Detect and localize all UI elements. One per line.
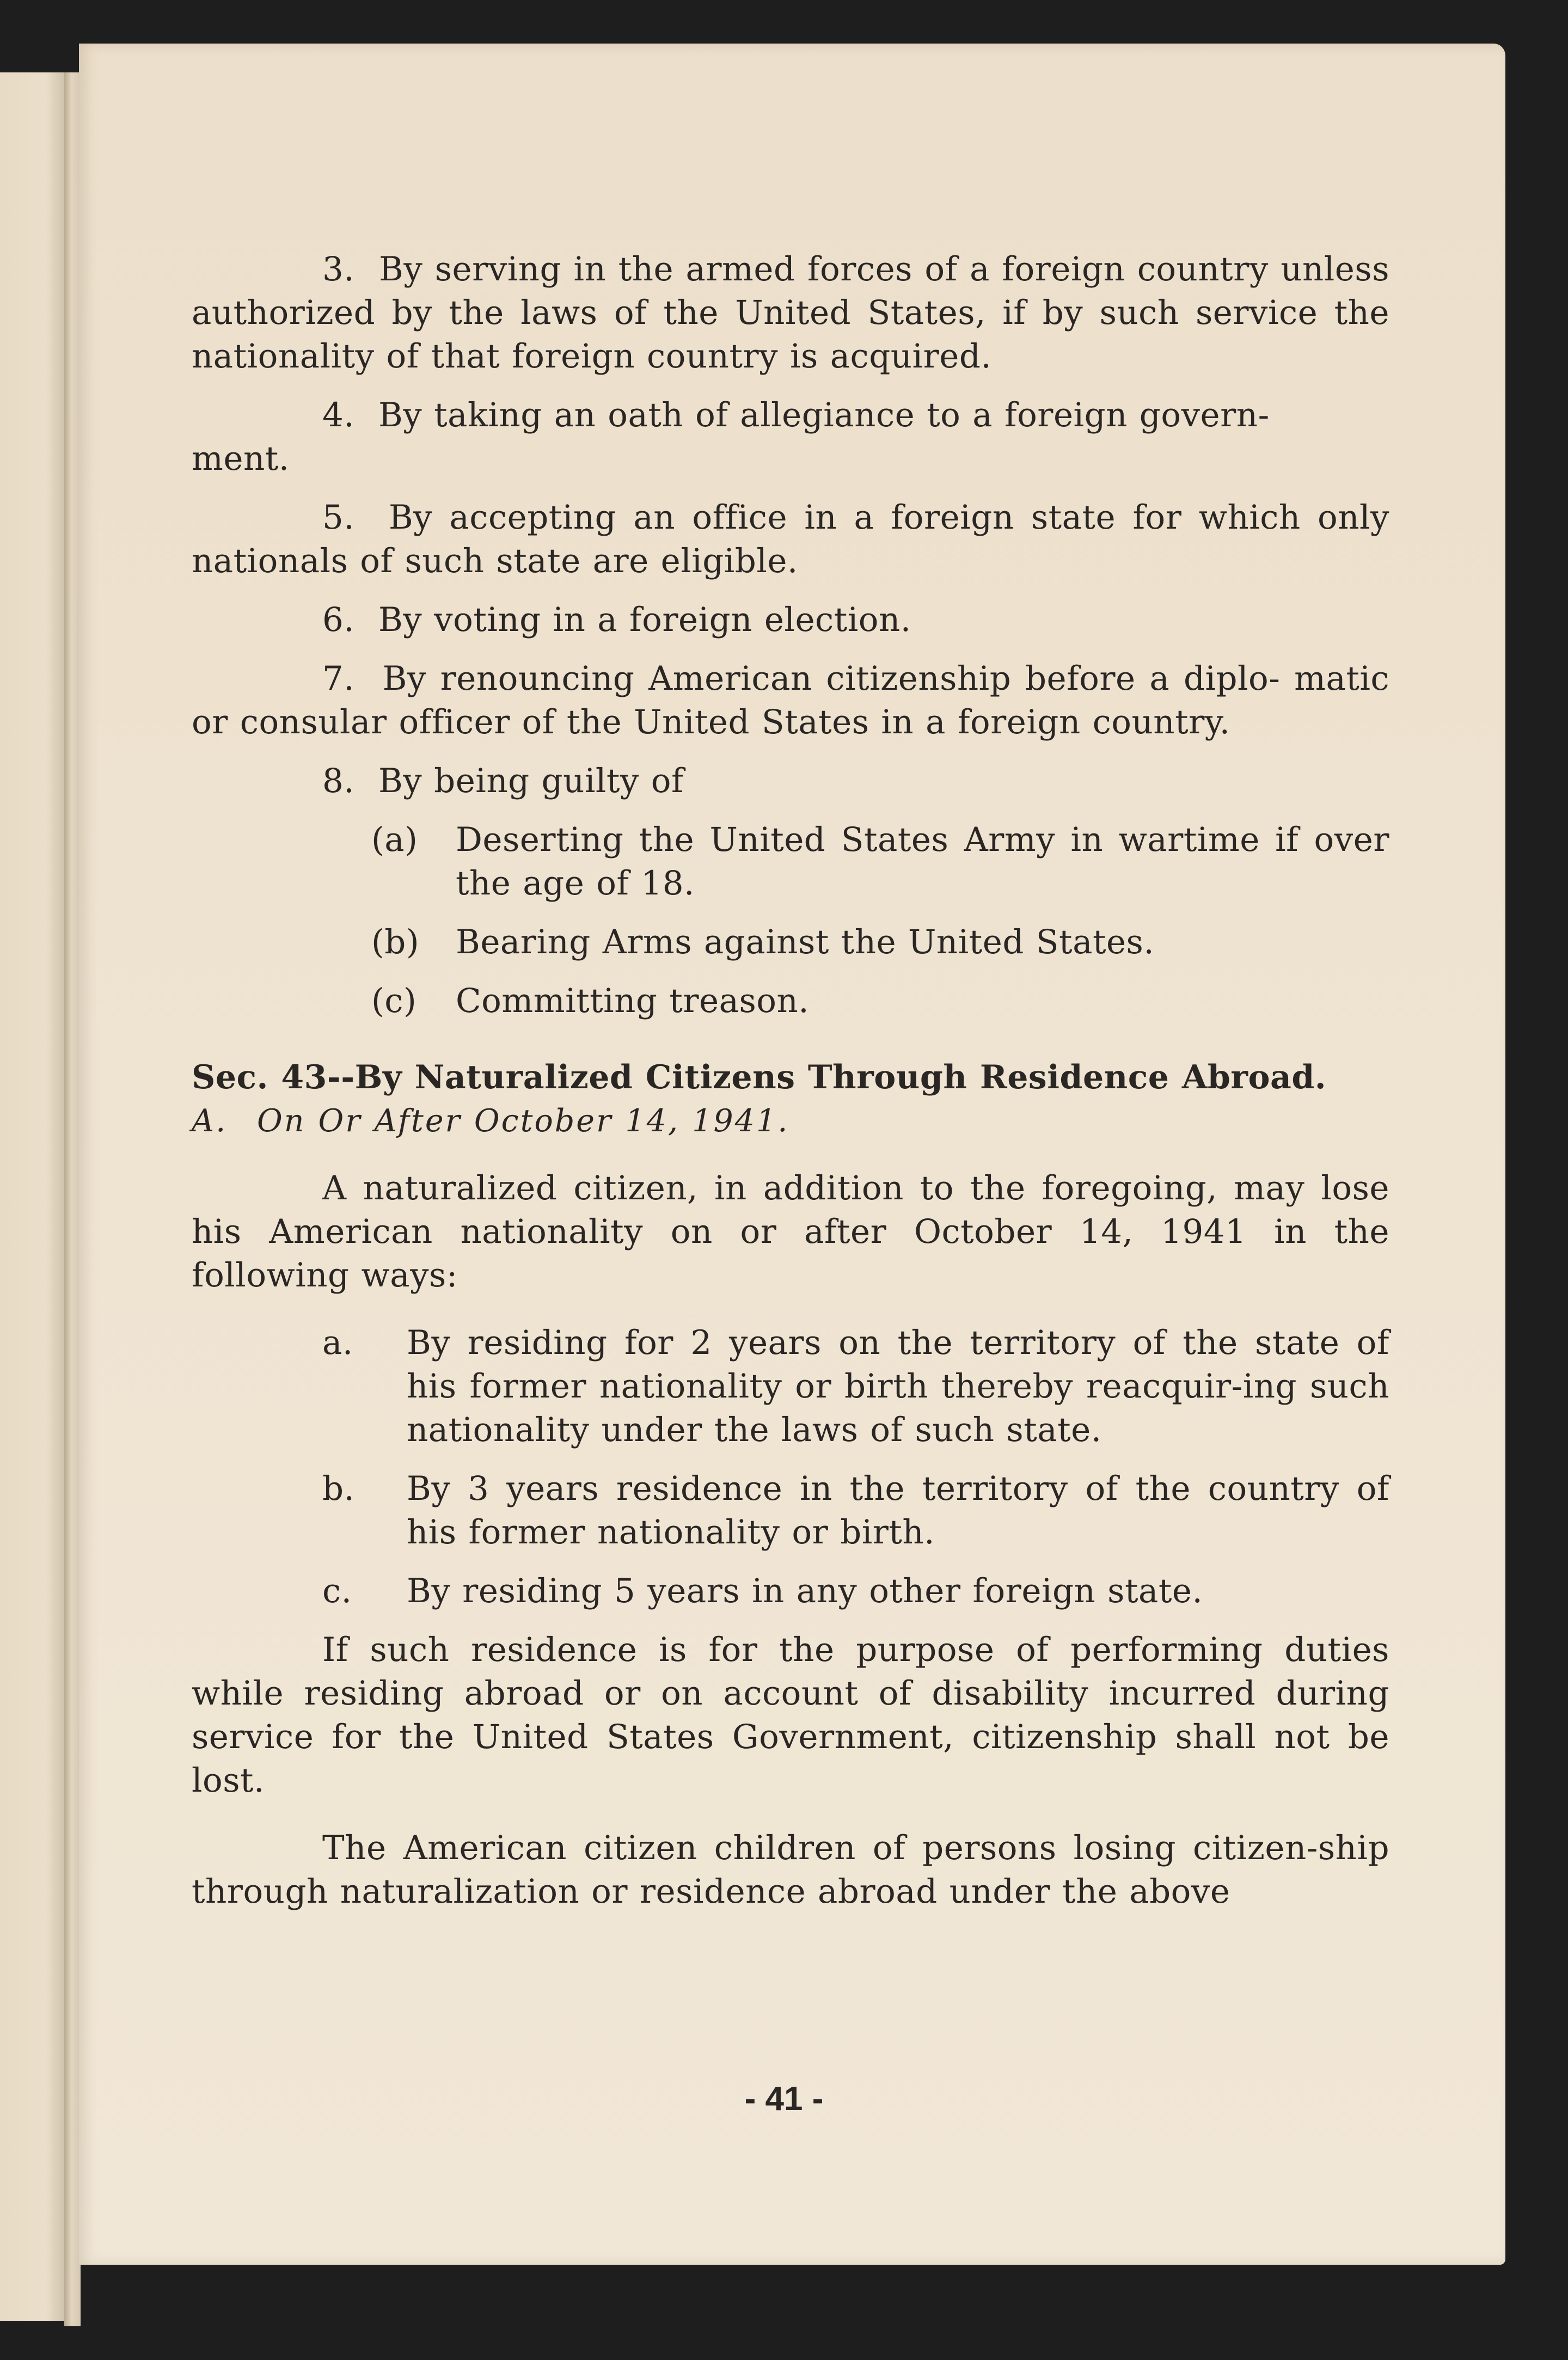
item-lead: By serving in the armed forces of a foreign country xyxy=(379,250,1269,289)
item-number: 7. xyxy=(322,659,355,698)
item-number: 4. xyxy=(322,396,355,434)
item-rest: ment. xyxy=(192,439,290,478)
intro-paragraph: A naturalized citizen, in addition to the foregoing, may lose his American nationality on or after October 14, 1941 in the following ways: xyxy=(192,1169,1389,1295)
item-8 xyxy=(192,759,1389,803)
way-text: By residing 5 years in any other foreign state. xyxy=(407,1572,1203,1610)
sub-text: Deserting the United States Army in wartime if over the age of 18. xyxy=(456,820,1389,903)
sub-heading-label: A. xyxy=(192,1103,228,1139)
item-number: 6. xyxy=(322,600,355,639)
sub-text: Bearing Arms against the United States. xyxy=(456,923,1155,961)
book-gutter xyxy=(64,72,81,2326)
page-number: - 41 - xyxy=(744,2080,824,2118)
way-label: b. xyxy=(322,1469,355,1508)
way-label: c. xyxy=(322,1572,352,1610)
guilty-of-b xyxy=(371,921,1389,964)
sub-heading-text: On Or After October 14, 1941. xyxy=(257,1103,789,1139)
way-text: By residing for 2 years on the territory of the state of his former nationality or birth thereby reacquir-ing such nationality under the laws of such state. xyxy=(407,1323,1389,1449)
item-4 xyxy=(192,394,1389,481)
item-lead: By voting in a foreign election. xyxy=(378,600,911,639)
sub-heading xyxy=(192,1099,1389,1143)
sub-label: (a) xyxy=(371,820,418,859)
item-6 xyxy=(192,598,1389,642)
item-rest: matic or consular officer of the United States in a foreign country. xyxy=(192,659,1390,741)
item-5 xyxy=(192,496,1389,583)
facing-page-edge xyxy=(0,72,65,2321)
sub-label: (b) xyxy=(371,923,420,961)
item-number: 8. xyxy=(322,762,355,800)
way-text: By 3 years residence in the territory of the country of his former nationality or birth. xyxy=(407,1469,1389,1552)
guilty-of-a xyxy=(371,818,1389,905)
section-heading: Sec. 43--By Naturalized Citizens Through Residence Abroad. xyxy=(192,1058,1327,1096)
children-paragraph: The American citizen children of persons losing citizen-ship through naturalization or residence abroad under the above xyxy=(192,1829,1389,1911)
item-3 xyxy=(192,248,1389,378)
page-text xyxy=(192,248,1389,1914)
exception-paragraph: If such residence is for the purpose of performing duties while residing abroad or on account of disability incurred during service for the United States Government, citizenship shall not be lost. xyxy=(192,1630,1389,1800)
item-lead: By accepting an office in a foreign state for which xyxy=(388,498,1301,537)
sub-text: Committing treason. xyxy=(456,982,810,1020)
item-rest: only nationals of such state are eligible. xyxy=(192,498,1389,580)
item-rest: unless authorized by the laws of the United States, if by such service the nationality of that foreign country is acquired. xyxy=(192,250,1390,376)
way-b xyxy=(192,1467,1389,1554)
way-label: a. xyxy=(322,1323,353,1362)
item-7 xyxy=(192,657,1389,744)
item-lead: By renouncing American citizenship before a diplo- xyxy=(382,659,1281,698)
way-a xyxy=(192,1321,1389,1452)
item-lead: By taking an oath of allegiance to a foreign govern- xyxy=(378,396,1270,434)
way-c xyxy=(192,1570,1389,1613)
sub-label: (c) xyxy=(371,982,417,1020)
item-lead: By being guilty of xyxy=(378,762,684,800)
item-number: 5. xyxy=(322,498,355,537)
guilty-of-c xyxy=(371,979,1389,1023)
item-number: 3. xyxy=(322,250,355,289)
